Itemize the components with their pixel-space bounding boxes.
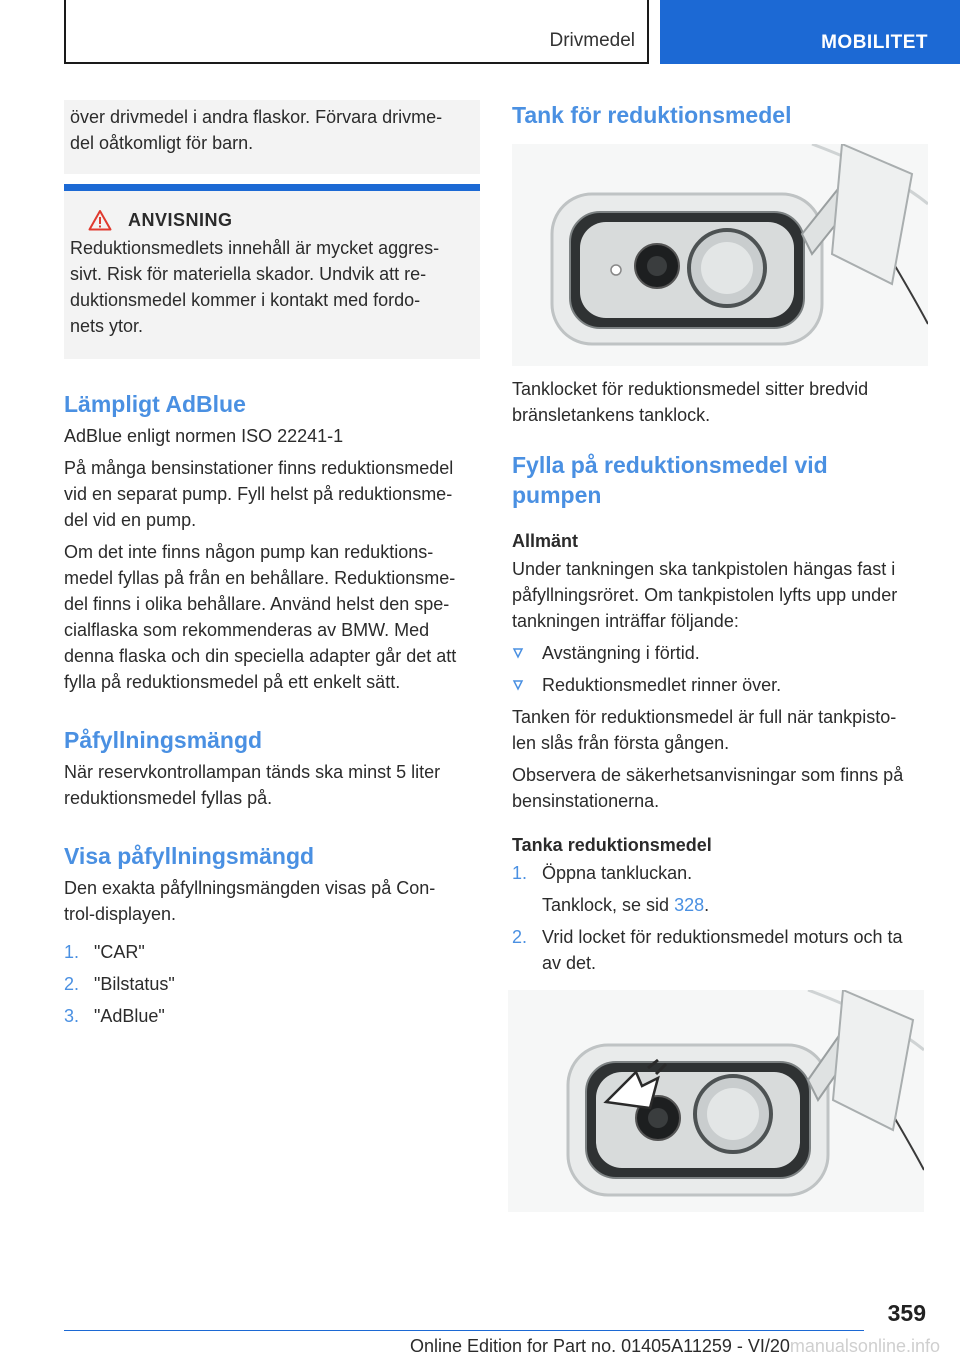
notice-line: duktionsmedel kommer i kontakt med fordo- (70, 290, 421, 310)
watermark-text: manualsonline.info (789, 1336, 940, 1356)
text-line: Tanken för reduktionsmedel är full när tankpisto- (512, 707, 897, 727)
notice-line: nets ytor. (70, 316, 144, 336)
heading-line: pumpen (512, 482, 602, 508)
text-line: När reservkontrollampan tänds ska minst 5 liter (64, 762, 441, 782)
list-item (64, 939, 480, 965)
header-chapter-tab[interactable] (660, 0, 960, 64)
list-text: "AdBlue" (94, 1006, 165, 1026)
tank-lid-arrow-illustration (508, 990, 924, 1212)
text-line: del finns i olika behållare. Använd helst den spe- (64, 594, 450, 614)
notice-line: sivt. Risk för materiella skador. Undvik att re- (70, 264, 427, 284)
tank-caption (512, 376, 928, 428)
paragraph-full (512, 704, 928, 756)
heading-line: Fylla på reduktionsmedel vid (512, 452, 828, 478)
text-line: På många bensinstationer finns reduktionsmedel (64, 458, 454, 478)
header-section-title: Drivmedel (549, 30, 635, 51)
list-number: 2. (512, 927, 528, 947)
header-chapter-title: MOBILITET (821, 32, 928, 53)
subheading-tanka-reduktionsmedel: Tanka reduktionsmedel (512, 835, 712, 855)
edition-text: Online Edition for Part no. 01405A11259 - VI/20 (409, 1336, 790, 1356)
text-line: Tanklocket för reduktionsmedel sitter bredvid (512, 379, 869, 399)
list-subtext (512, 892, 928, 918)
paragraph-control-display (64, 875, 480, 927)
page-number: 359 (887, 1300, 926, 1326)
left-column (64, 100, 480, 1035)
text-line: trol-displayen. (64, 904, 177, 924)
warning-icon (88, 209, 112, 231)
text-line: Under tankningen ska tankpistolen hängas fast i (512, 559, 896, 579)
list-text: Öppna tankluckan. (542, 863, 693, 883)
text-line: cialflaska som rekommenderas av BMW. Med (64, 620, 430, 640)
list-number: 1. (64, 942, 80, 962)
list-item (512, 860, 928, 886)
paragraph-sakerhet (512, 762, 928, 814)
text-line: reduktionsmedel fyllas på. (64, 788, 273, 808)
bullet-item (512, 640, 928, 666)
text-line: medel fyllas på från en behållare. Reduktionsme- (64, 568, 456, 588)
notice-line: Reduktionsmedlets innehåll är mycket aggres- (70, 238, 440, 258)
list-number: 3. (64, 1006, 80, 1026)
list-text: "Bilstatus" (94, 974, 175, 994)
text-line: Observera de säkerhetsanvisningar som finns på (512, 765, 904, 785)
text-line: Vrid locket för reduktionsmedel moturs och ta (542, 927, 903, 947)
intro-line: över drivmedel i andra flaskor. Förvara drivme- (70, 107, 443, 127)
paragraph-reservkontroll (64, 759, 480, 811)
text-line: fylla på reduktionsmedel på ett enkelt sätt. (64, 672, 401, 692)
text-line: tankningen inträffar följande: (512, 611, 739, 631)
notice-box (64, 184, 480, 359)
notice-title: ANVISNING (128, 209, 233, 230)
footer-edition (0, 1336, 940, 1357)
heading-pafyllningsmangd: Påfyllningsmängd (64, 727, 263, 753)
ref-text: Tanklock, se sid (542, 895, 670, 915)
heading-lampligt-adblue: Lämpligt AdBlue (64, 391, 246, 417)
right-column (512, 100, 928, 1212)
text-line: denna flaska och din speciella adapter går det att (64, 646, 457, 666)
text-line: av det. (542, 953, 597, 973)
text-line: Den exakta påfyllningsmängden visas på Con- (64, 878, 436, 898)
text-line: Om det inte finns någon pump kan reduktions- (64, 542, 434, 562)
bullet-text: Avstängning i förtid. (542, 643, 700, 663)
heading-visa-pafyllningsmangd: Visa påfyllningsmängd (64, 843, 315, 869)
list-number: 2. (64, 974, 80, 994)
tank-lid-arrow-image (508, 990, 924, 1212)
triangle-bullet-icon (512, 640, 542, 666)
triangle-bullet-icon (512, 672, 542, 698)
footer-divider (64, 1330, 864, 1331)
list-number: 1. (512, 863, 528, 883)
text-line: del vid en pump. (64, 510, 197, 530)
list-item (64, 1003, 480, 1029)
text-line: len slås från första gången. (512, 733, 730, 753)
bullet-text: Reduktionsmedlet rinner över. (542, 675, 782, 695)
heading-fylla-pa-vid-pumpen (512, 450, 928, 510)
intro-line: del oåtkomligt för barn. (70, 133, 254, 153)
list-item (64, 971, 480, 997)
subheading-allmant: Allmänt (512, 531, 579, 551)
page-link[interactable]: 328 (674, 895, 705, 915)
list-item (512, 924, 928, 976)
text-line: påfyllningsröret. Om tankpistolen lyfts upp under (512, 585, 898, 605)
ref-end: . (704, 895, 710, 915)
intro-box (64, 100, 480, 174)
paragraph-tankpistol (512, 556, 928, 634)
text-line: bensinstationerna. (512, 791, 660, 811)
tank-lid-image (512, 144, 928, 366)
paragraph-behallare (64, 539, 480, 695)
bullet-item (512, 672, 928, 698)
notice-header (70, 209, 474, 231)
text-line: vid en separat pump. Fyll helst på reduktionsme- (64, 484, 453, 504)
header-section-box (64, 0, 649, 64)
list-text: "CAR" (94, 942, 145, 962)
list-text (542, 924, 903, 976)
tank-lid-illustration (512, 144, 928, 366)
paragraph-bensinstationer (64, 455, 480, 533)
text-line: bränsletankens tanklock. (512, 405, 711, 425)
heading-tank-for-reduktionsmedel: Tank för reduktionsmedel (512, 102, 792, 128)
paragraph-iso: AdBlue enligt normen ISO 22241-1 (64, 426, 344, 446)
